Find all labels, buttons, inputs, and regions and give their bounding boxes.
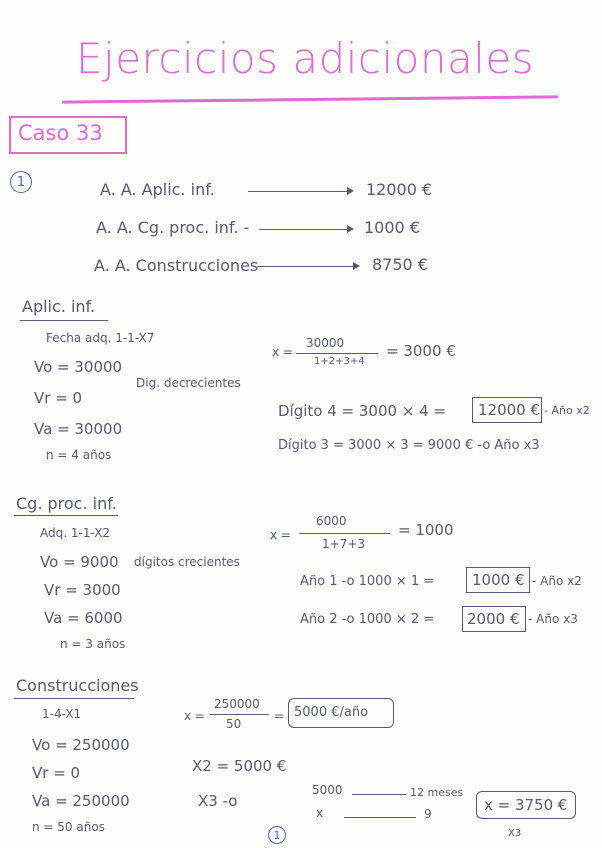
case-label: Caso 33 [18, 121, 103, 145]
cgproc-calc-2-value: 2000 € [467, 610, 520, 628]
constr-result-sub: X3 [508, 828, 522, 839]
cgproc-line-2: Vo = 9000 [40, 553, 119, 571]
aplic-line-1: Fecha adq. 1-1-X7 [46, 331, 155, 345]
aplic-heading: Aplic. inf. [22, 297, 96, 316]
cgproc-line-5: n = 3 años [60, 637, 126, 651]
cgproc-frac-result: = 1000 [398, 521, 454, 539]
constr-frac-line [210, 714, 268, 715]
summary-arrow-1 [248, 191, 352, 192]
summary-label-2: A. A. Cg. proc. inf. - [96, 218, 250, 237]
cgproc-line-1: Adq. 1-1-X2 [40, 526, 111, 540]
constr-rule-bot-left: x [316, 806, 324, 820]
aplic-calc-1-tag: - Año x2 [544, 404, 590, 417]
constr-line-3: Vr = 0 [32, 764, 81, 782]
aplic-frac-den: 1+2+3+4 [314, 356, 365, 367]
cgproc-calc-1: Año 1 -o 1000 × 1 = [300, 574, 435, 589]
footer-marker: 1 [268, 826, 286, 844]
constr-heading-underline [14, 698, 134, 699]
constr-line-1: 1-4-X1 [42, 707, 82, 721]
aplic-frac-line [296, 353, 378, 354]
cgproc-calc-2-tag: - Año x3 [528, 612, 578, 626]
cgproc-frac-line [300, 533, 390, 534]
constr-rule-top-right: 12 meses [410, 786, 464, 799]
constr-frac-box-value: 5000 €/año [294, 705, 369, 720]
constr-frac-den: 50 [226, 717, 242, 731]
aplic-calc-2: Dígito 3 = 3000 × 3 = 9000 € -o Año x3 [278, 438, 540, 453]
summary-value-3: 8750 € [372, 255, 428, 274]
summary-label-1: A. A. Aplic. inf. [100, 180, 215, 199]
aplic-line-2: Vo = 30000 [34, 358, 123, 376]
constr-line-2: Vo = 250000 [32, 736, 130, 754]
cgproc-heading: Cg. proc. inf. [16, 494, 117, 513]
cgproc-x-eq: x = [270, 528, 291, 542]
summary-arrow-2 [260, 229, 352, 230]
cgproc-heading-underline [14, 515, 118, 516]
aplic-line-5: n = 4 años [46, 448, 112, 462]
constr-result-value: x = 3750 € [484, 796, 568, 814]
constr-frac-num: 250000 [214, 697, 260, 711]
constr-rule-top-line [352, 794, 406, 795]
cgproc-method: dígitos crecientes [134, 555, 240, 569]
aplic-x-eq: x = [272, 345, 293, 359]
exercise-marker: 1 [10, 171, 32, 193]
aplic-method: Dig. decrecientes [136, 376, 241, 390]
cgproc-calc-1-tag: - Año x2 [532, 574, 582, 588]
cgproc-line-3: Vr = 3000 [44, 581, 121, 599]
aplic-line-3: Vr = 0 [34, 389, 83, 407]
constr-heading: Construcciones [16, 676, 139, 695]
title-underline [62, 95, 558, 103]
constr-x-eq: x = [184, 709, 205, 723]
constr-x2-line: X2 = 5000 € [192, 757, 287, 775]
constr-x3-label: X3 -o [198, 792, 238, 810]
cgproc-calc-2: Año 2 -o 1000 × 2 = [300, 612, 435, 627]
summary-value-1: 12000 € [366, 180, 433, 199]
aplic-calc-1-value: 12000 € [478, 401, 541, 419]
constr-line-4: Va = 250000 [32, 792, 130, 810]
cgproc-frac-num: 6000 [316, 514, 347, 528]
summary-arrow-3 [258, 266, 358, 267]
page-title: Ejercicios adicionales [76, 34, 535, 83]
summary-value-2: 1000 € [364, 218, 420, 237]
constr-frac-eq: = [274, 709, 285, 723]
cgproc-frac-den: 1+7+3 [322, 537, 366, 551]
aplic-line-4: Va = 30000 [34, 420, 123, 438]
aplic-heading-underline [20, 320, 108, 321]
constr-rule-top-left: 5000 [312, 783, 343, 797]
constr-line-5: n = 50 años [32, 820, 105, 834]
constr-rule-bot-right: 9 [424, 807, 432, 821]
summary-label-3: A. A. Construcciones [94, 256, 259, 275]
aplic-calc-1: Dígito 4 = 3000 × 4 = [278, 402, 447, 420]
cgproc-calc-1-value: 1000 € [472, 571, 525, 589]
aplic-frac-num: 30000 [306, 336, 345, 350]
constr-rule-bot-line [344, 817, 416, 818]
cgproc-line-4: Va = 6000 [44, 609, 123, 627]
aplic-frac-result: = 3000 € [386, 342, 456, 360]
